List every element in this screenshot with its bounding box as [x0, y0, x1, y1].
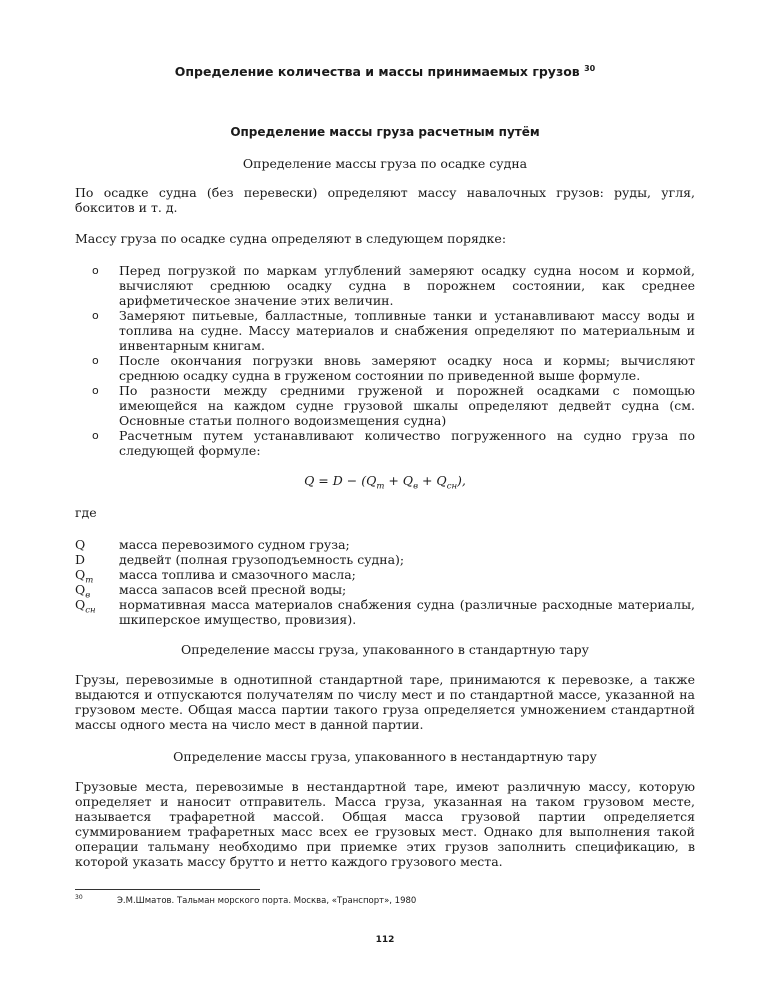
- bullet-marker: o: [92, 354, 99, 367]
- subsection-heading-nonstandard: Определение массы груза, упакованного в нестандартную тару: [173, 749, 597, 764]
- bullet-marker: o: [92, 384, 99, 397]
- definition-row: $Q_т$ масса топлива и смазочного масла;: [75, 567, 356, 586]
- list-item: o Перед погрузкой по маркам углублений замеряют осадку судна носом и кормой, вычисляют среднюю осадку судна в порожнем состоянии, как среднее арифметическое значение этих величин.: [92, 263, 695, 308]
- list-item: o После окончания погрузки вновь замеряют осадку носа и кормы; вычисляют среднюю осадку судна в груженом состоянии по приведенной выше формуле.: [92, 353, 695, 383]
- procedure-list: [75, 263, 695, 458]
- bullet-marker: o: [92, 309, 99, 322]
- bullet-marker: o: [92, 264, 99, 277]
- footnote-text: Э.М.Шматов. Тальман морского порта. Москва, «Транспорт», 1980: [117, 896, 417, 906]
- definition-row: Q масса перевозимого судном груза;: [75, 537, 350, 552]
- definition-row: $Q_в$ масса запасов всей пресной воды;: [75, 582, 347, 601]
- cargo-mass-formula: $Q = D - (Q_т + Q_в + Q_{сн})$,: [304, 473, 466, 492]
- page-title: [75, 64, 695, 79]
- subsection-heading-standard: Определение массы груза, упакованного в стандартную тару: [181, 642, 589, 657]
- definition-row: D дедвейт (полная грузоподъемность судна);: [75, 552, 405, 567]
- where-label: где: [75, 505, 97, 520]
- subsection-heading-draft: Определение массы груза по осадке судна: [242, 156, 528, 171]
- section-heading: Определение массы груза расчетным путём: [230, 125, 540, 139]
- footnote-divider: [75, 889, 260, 890]
- list-item: o Замеряют питьевые, балластные, топливные танки и устанавливают массу воды и топлива на судне. Массу материалов и снабжения определяют по материальным и инвентарным книгам.: [92, 308, 695, 353]
- title-text: Определение количества и массы принимаемых грузов: [174, 64, 580, 79]
- list-item: o По разности между средними груженой и порожней осадками с помощью имеющейся на каждом судне грузовой шкалы определяют дедвейт судна (см. Основные статьи полного водоизмещения судна): [92, 383, 695, 428]
- paragraph-bulk-cargo: По осадке судна (без перевески) определяют массу навалочных грузов: руды, угля, бокситов и т. д.: [75, 185, 695, 215]
- definition-row: $Q_{сн}$ нормативная масса материалов снабжения судна (различные расходные материалы, шкиперское имущество, провизия).: [75, 597, 695, 627]
- paragraph-procedure-intro: Массу груза по осадке судна определяют в следующем порядке:: [75, 231, 507, 246]
- list-item: o Расчетным путем устанавливают количество погруженного на судно груза по следующей формуле:: [92, 428, 695, 458]
- paragraph-standard-packaging: Грузы, перевозимые в однотипной стандартной таре, принимаются к перевозке, а также выдаются и отпускаются получателям по числу мест и по стандартной массе, указанной на грузовом месте. Общая масса партии такого груза определяется умножением стандартной массы одного места на число мест в данной партии.: [75, 672, 695, 732]
- paragraph-nonstandard-packaging: Грузовые места, перевозимые в нестандартной таре, имеют различную массу, которую определяет и наносит отправитель. Масса груза, указанная на таком грузовом месте, называется трафаретной массой. Общая масса грузовой партии определяется суммированием трафаретных масс всех ее грузовых мест. Однако для выполнения такой операции тальману необходимо при приемке этих грузов заполнить спецификацию, в которой указать массу брутто и нетто каждого грузового места.: [75, 779, 695, 869]
- footnote-ref: 30: [584, 63, 596, 73]
- footnote-number: 30: [75, 894, 83, 901]
- definitions-list: [75, 537, 695, 627]
- bullet-marker: o: [92, 429, 99, 442]
- page-number: 112: [375, 935, 395, 945]
